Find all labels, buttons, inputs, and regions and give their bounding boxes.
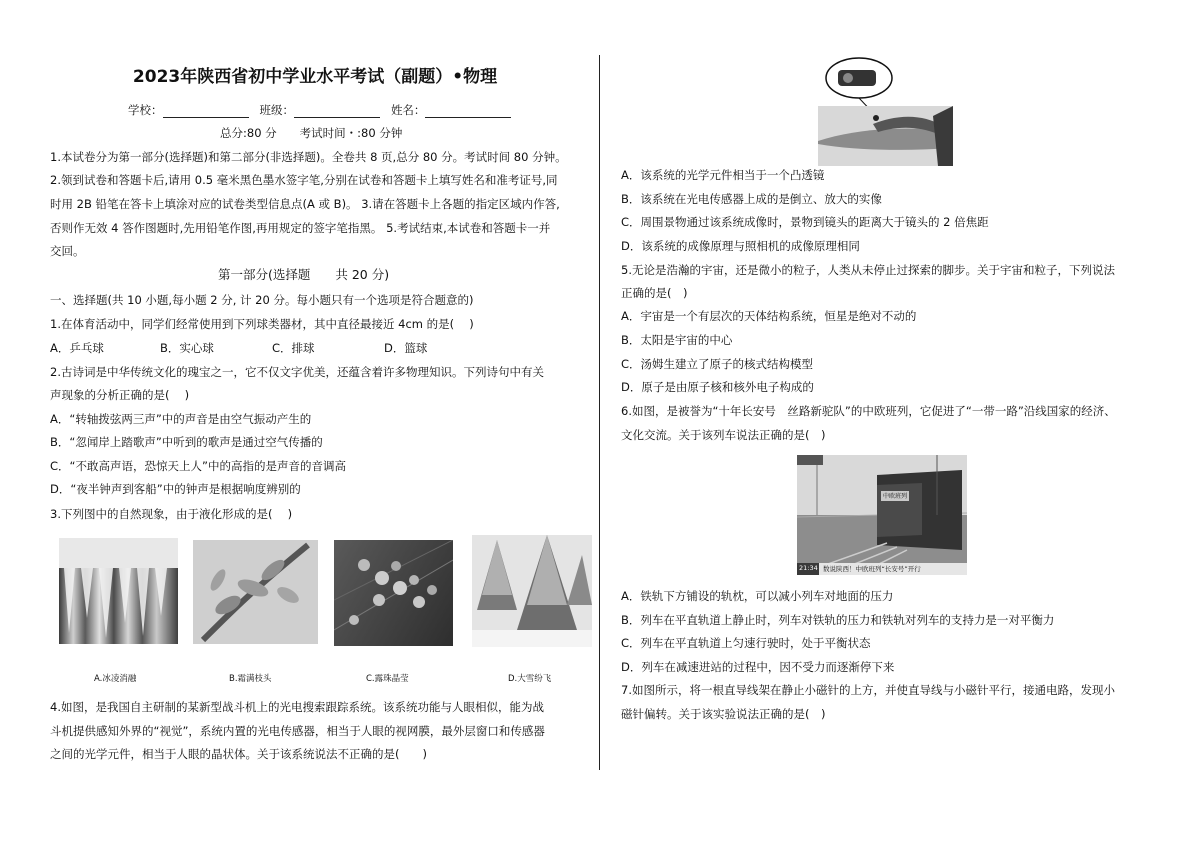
q1-option-b: B．实心球 — [160, 341, 214, 355]
name-label: 姓名： — [390, 103, 426, 117]
school-field[interactable] — [163, 105, 249, 118]
q6-option-d: D．列车在减速进站的过程中，因不受力而逐渐停下来 — [621, 660, 895, 674]
q3-caption-c: C.露珠晶莹 — [366, 674, 409, 684]
q3-stem: 3.下列图中的自然现象，由于液化形成的是( ) — [50, 507, 293, 521]
page-title: 2023年陕西省初中学业水平考试（副题）•物理 — [132, 67, 498, 87]
q2-option-c: C．“不敢高声语，恐惊天上人”中的高指的是声音的音调高 — [50, 459, 346, 473]
instruction-line: 时用 2B 铅笔在答卡上填涂对应的试卷类型信息点(A 或 B)。 3.请在答题卡上各题的指定区域内作答, — [50, 197, 560, 211]
q6-stem: 6.如图，是被誉为“十年长安号 丝路新驼队”的中欧班列，它促进了“一带一路”沿线国家的经济、 — [621, 404, 1116, 418]
video-timestamp: 21:34 — [799, 564, 818, 572]
q6-option-b: B．列车在平直轨道上静止时，列车对铁轨的压力和铁轨对列车的支持力是一对平衡力 — [621, 613, 1055, 627]
class-label: 班级： — [259, 103, 294, 117]
q2-stem: 声现象的分析正确的是( ) — [50, 388, 190, 402]
q5-stem: 5.无论是浩瀚的宇宙，还是微小的粒子，人类从未停止过探索的脚步。关于宇宙和粒子，下列说法 — [621, 263, 1115, 277]
instruction-line: 交回。 — [50, 244, 85, 258]
q4-option-c: C．周围景物通过该系统成像时，景物到镜头的距离大于镜头的 2 倍焦距 — [621, 215, 989, 229]
section1-heading: 一、选择题(共 10 小题,每小题 2 分, 计 20 分。每小题只有一个选项是符合题意的) — [50, 293, 474, 307]
q3-caption-b: B.霜满枝头 — [229, 674, 272, 684]
school-label: 学校： — [128, 103, 163, 117]
q5-stem: 正确的是( ) — [621, 286, 688, 300]
instruction-line: 2.领到试卷和答题卡后,请用 0.5 毫米黑色墨水签字笔,分别在试卷和答题卡上填写姓名和准考证号,同 — [50, 173, 558, 187]
student-info-line — [128, 102, 511, 118]
class-field[interactable] — [294, 105, 380, 118]
q4-option-b: B．该系统在光电传感器上成的是倒立、放大的实像 — [621, 192, 882, 206]
q2-option-d: D．“夜半钟声到客船”中的钟声是根据响度辨别的 — [50, 482, 301, 496]
train-label: 中欧班列 — [883, 493, 908, 500]
instruction-line: 1.本试卷分为第一部分(选择题)和第二部分(非选择题)。全卷共 8 页,总分 80 分。考试时间 80 分钟。 — [50, 150, 567, 164]
q4-stem: 斗机提供感知外界的“视觉”，系统内置的光电传感器，相当于人眼的视网膜，最外层窗口和传感器 — [50, 724, 545, 738]
q2-option-a: A．“转轴拨弦两三声”中的声音是由空气振动产生的 — [50, 412, 312, 426]
name-field[interactable] — [425, 105, 511, 118]
frost-branch-image — [193, 540, 318, 644]
instruction-line: 否则作无效 4 答作图题时,先用铅笔作图,再用规定的签字笔指黑。 5.考试结束,本试卷和答题卡一并 — [50, 221, 551, 235]
q1-option-a: A．乒乓球 — [50, 341, 104, 355]
train-photo — [797, 455, 967, 575]
q6-option-a: A．铁轨下方铺设的轨枕，可以减小列车对地面的压力 — [621, 589, 894, 603]
score-time: 总分:80 分 考试时间・:80 分钟 — [220, 126, 403, 140]
q2-option-b: B．“忽闻岸上踏歌声”中听到的歌声是通过空气传播的 — [50, 435, 323, 449]
q5-option-a: A．宇宙是一个有层次的天体结构系统，恒星是绝对不动的 — [621, 309, 917, 323]
q7-stem: 磁针偏转。关于该实验说法正确的是( ) — [621, 707, 826, 721]
q4-option-a: A．该系统的光学元件相当于一个凸透镜 — [621, 168, 825, 182]
q1-stem: 1.在体育活动中，同学们经常使用到下列球类器材，其中直径最接近 4cm 的是( ) — [50, 317, 474, 331]
dew-drops-image — [334, 540, 453, 646]
part1-heading: 第一部分(选择题 共 20 分) — [218, 267, 390, 282]
column-divider — [599, 55, 600, 770]
fighter-jet-figure — [818, 56, 953, 166]
q5-option-c: C．汤姆生建立了原子的核式结构模型 — [621, 357, 814, 371]
q4-stem: 4.如图，是我国自主研制的某新型战斗机上的光电搜索跟踪系统。该系统功能与人眼相似，能为战 — [50, 700, 544, 714]
video-caption: 数说陕西！中欧班列“长安号”开行 — [823, 565, 921, 573]
q6-option-c: C．列车在平直轨道上匀速行驶时，处于平衡状态 — [621, 636, 871, 650]
q6-stem: 文化交流。关于该列车说法正确的是( ) — [621, 428, 826, 442]
q5-option-d: D．原子是由原子核和核外电子构成的 — [621, 380, 814, 394]
snowy-trees-image — [472, 535, 592, 647]
q2-stem: 2.古诗词是中华传统文化的瑰宝之一，它不仅文字优美，还蕴含着许多物理知识。下列诗句中有关 — [50, 365, 544, 379]
icicles-image — [59, 538, 178, 644]
q1-option-d: D．篮球 — [384, 341, 428, 355]
q5-option-b: B．太阳是宇宙的中心 — [621, 333, 733, 347]
q3-caption-a: A.冰凌消融 — [94, 674, 137, 684]
q4-option-d: D．该系统的成像原理与照相机的成像原理相同 — [621, 239, 860, 253]
q1-option-c: C．排球 — [272, 341, 315, 355]
q4-stem: 之间的光学元件，相当于人眼的晶状体。关于该系统说法不正确的是( ) — [50, 747, 427, 761]
q3-caption-d: D.大雪纷飞 — [508, 674, 552, 684]
q7-stem: 7.如图所示，将一根直导线架在静止小磁针的上方，并使直导线与小磁针平行，接通电路，发现小 — [621, 683, 1115, 697]
